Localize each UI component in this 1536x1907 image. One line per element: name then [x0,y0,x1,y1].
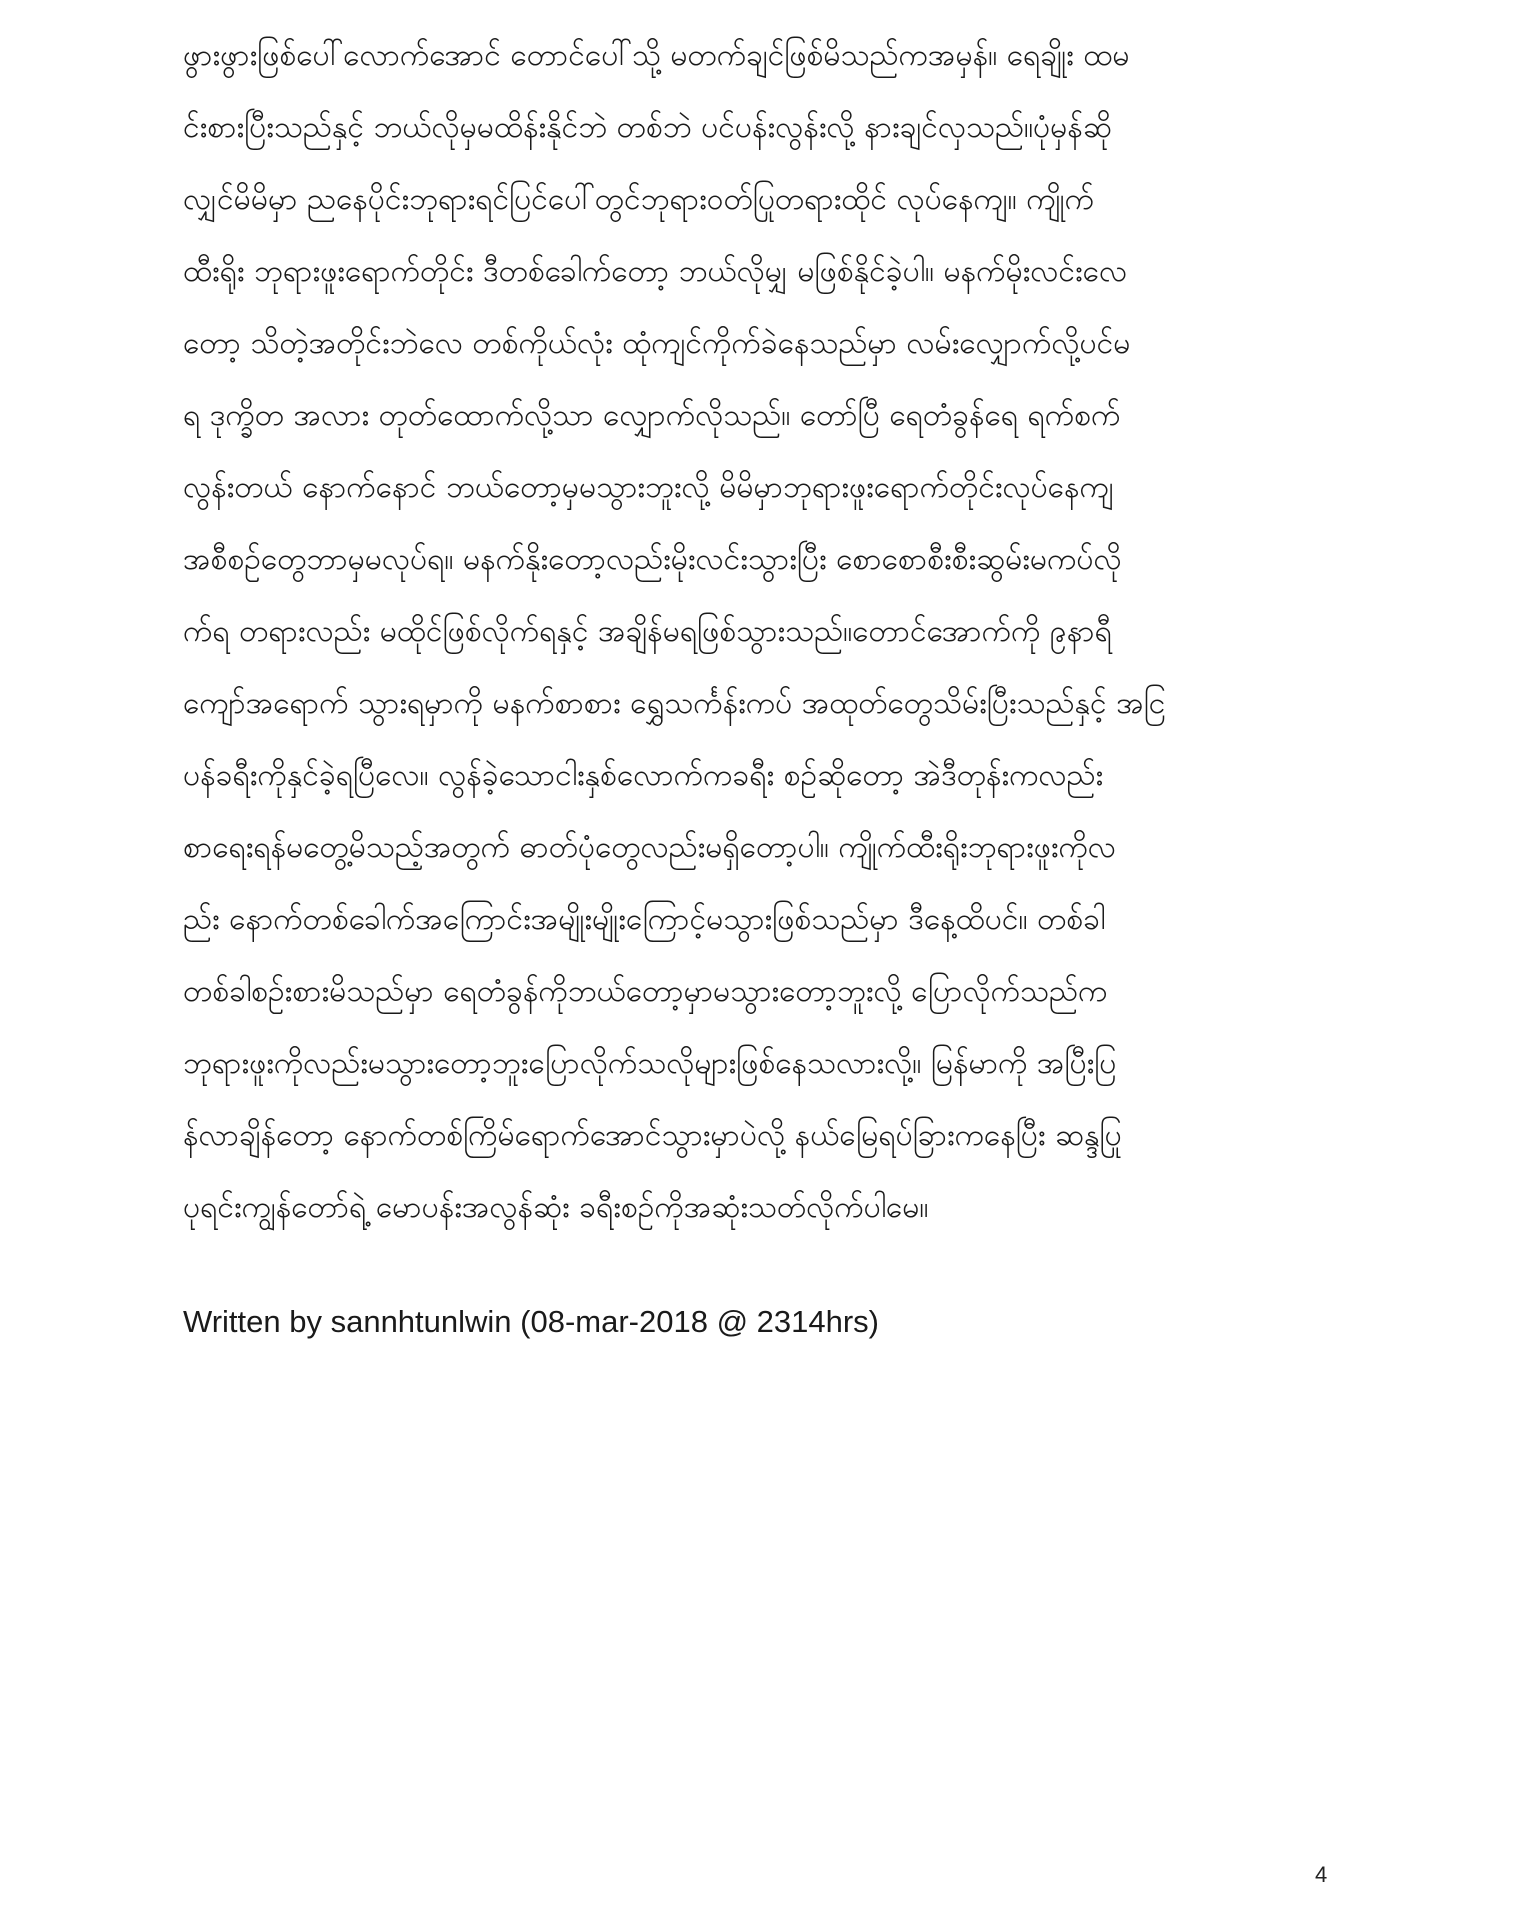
paragraph-line: ပန်ခရီးကိုနှင်ခဲ့ရပြီလေ။ လွန်ခဲ့သောငါးနှစ်လောက်ကခရီး စဉ်ဆိုတော့ အဲဒီတုန်းကလည်း [183,758,1104,793]
page-number: 4 [1315,1862,1328,1887]
body-paragraph [183,20,1358,1244]
paragraph-line: ရ ဒုက္ခိတ အလား တုတ်ထောက်လို့သာ လျှောက်လိုသည်။ တော်ပြီ ရေတံခွန်ရေ ရက်စက် [183,398,1121,433]
paragraph-line: ပုရင်းကျွန်တော်ရဲ့ မောပန်းအလွန်ဆုံး ခရီးစဉ်ကိုအဆုံးသတ်လိုက်ပါမေ။ [183,1190,929,1225]
paragraph-line: လွန်းတယ် နောက်နောင် ဘယ်တော့မှမသွားဘူးလို့ မိမိမှာဘုရားဖူးရောက်တိုင်းလုပ်နေကျ [183,470,1114,505]
paragraph-line: ည်း နောက်တစ်ခေါက်အကြောင်းအမျိုးမျိုးကြောင့်မသွားဖြစ်သည်မှာ ဒီနေ့ထိပင်။ တစ်ခါ [183,902,1106,937]
paragraph-line: တစ်ခါစဉ်းစားမိသည်မှာ ရေတံခွန်ကိုဘယ်တော့မှာမသွားတော့ဘူးလို့ ပြောလိုက်သည်က [183,974,1108,1009]
paragraph-line: န်လာချိန်တော့ နောက်တစ်ကြိမ်ရောက်အောင်သွားမှာပဲလို့ နယ်မြေရပ်ခြားကနေပြီး ဆန္ဒပြု [183,1118,1122,1153]
paragraph-line: ထီးရိုး ဘုရားဖူးရောက်တိုင်း ဒီတစ်ခေါက်တော့ ဘယ်လိုမျှ မဖြစ်နိုင်ခဲ့ပါ။ မနက်မိုးလင်းလေ [183,254,1128,289]
author-byline: Written by sannhtunlwin (08-mar-2018 @ 2314hrs) [183,1304,880,1339]
paragraph-line: အစီစဉ်တွေဘာမှမလုပ်ရ။ မနက်နိုးတော့လည်းမိုးလင်းသွားပြီး စောစောစီးစီးဆွမ်းမကပ်လို [183,542,1122,577]
paragraph-line: င်းစားပြီးသည်နှင့် ဘယ်လိုမှမထိန်းနိုင်ဘဲ တစ်ဘဲ ပင်ပန်းလွန်းလို့ နားချင်လှသည်။ပုံမှန်ဆို [183,110,1112,145]
paragraph-line: ကျော်အရောက် သွားရမှာကို မနက်စာစား ရွှေသင်္ကန်းကပ် အထုတ်တွေသိမ်းပြီးသည်နှင့် အငြ [183,686,1166,721]
paragraph-line: က်ရ တရားလည်း မထိုင်ဖြစ်လိုက်ရနှင့် အချိန်မရဖြစ်သွားသည်။တောင်အောက်ကို ၉နာရီ [183,614,1112,649]
paragraph-line: တော့ သိတဲ့အတိုင်းဘဲလေ တစ်ကိုယ်လုံး ထုံကျင်ကိုက်ခဲနေသည်မှာ လမ်းလျှောက်လို့ပင်မ [183,326,1131,361]
paragraph-line: စာရေးရန်မတွေ့မိသည့်အတွက် ဓာတ်ပုံတွေလည်းမရှိတော့ပါ။ ကျိုက်ထီးရိုးဘုရားဖူးကိုလ [183,830,1116,865]
paragraph-line: လျှင်မိမိမှာ ညနေပိုင်းဘုရားရင်ပြင်ပေါ်တွင်ဘုရားဝတ်ပြုတရားထိုင် လုပ်နေကျ။ ကျိုက် [183,182,1095,217]
paragraph-line: ဖွားဖွားဖြစ်ပေါ်လောက်အောင် တောင်ပေါ်သို့ မတက်ချင်ဖြစ်မိသည်ကအမှန်။ ရေချိုး ထမ [183,38,1130,73]
paragraph-line: ဘုရားဖူးကိုလည်းမသွားတော့ဘူးပြောလိုက်သလိုများဖြစ်နေသလားလို့။ မြန်မာကို အပြီးပြ [183,1046,1117,1081]
